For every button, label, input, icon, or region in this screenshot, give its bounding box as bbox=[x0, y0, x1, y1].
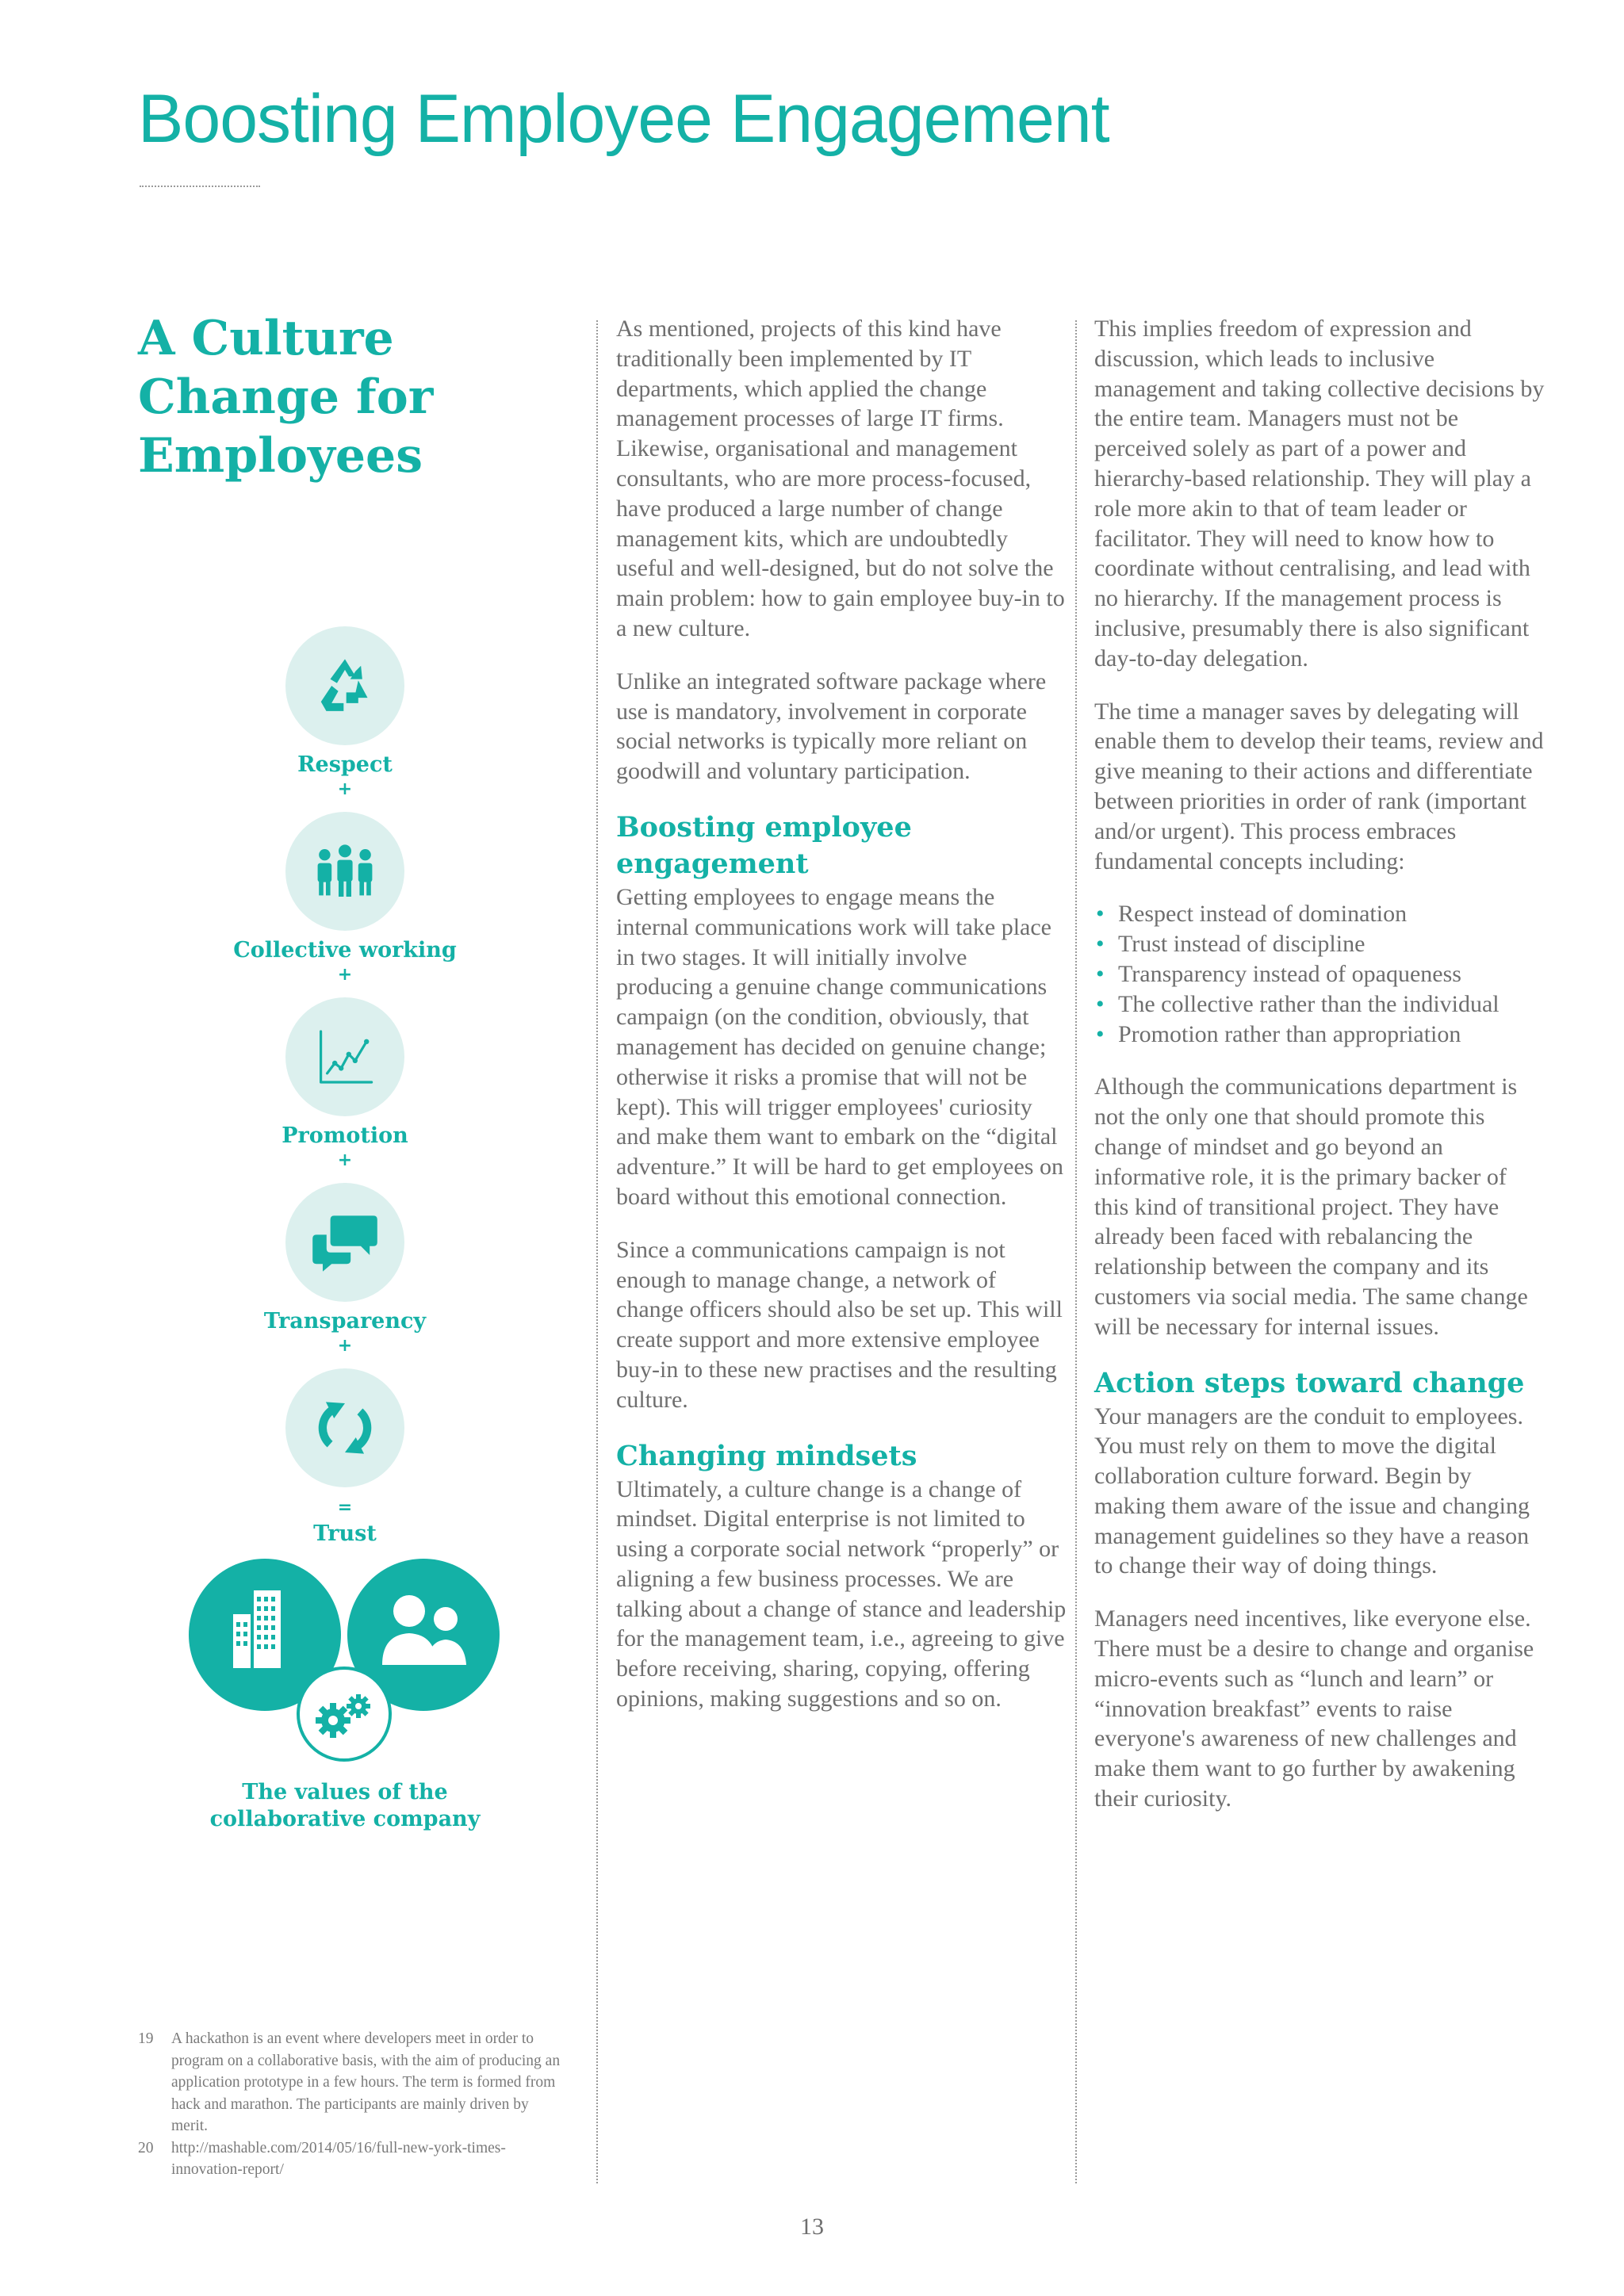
respect-circle bbox=[285, 626, 404, 745]
chat-bubbles-icon bbox=[309, 1211, 381, 1274]
refresh-arrows-icon bbox=[311, 1394, 379, 1462]
value-label-respect: Respect bbox=[297, 752, 393, 777]
footnote-number: 20 bbox=[138, 2139, 154, 2156]
footnotes bbox=[138, 2028, 566, 2181]
paragraph: The time a manager saves by delegating will enable them to develop their teams, review and give meaning to their actions and differentiate between priorities in order of rank (important and/or urgent). This process embraces fundamental concepts including: bbox=[1094, 698, 1544, 874]
page-number: 13 bbox=[800, 2214, 824, 2240]
paragraph: Managers need incentives, like everyone else. There must be a desire to change and organise micro-events such as “lunch and learn” or “innovation breakfast” events to raise everyone's awareness of new challenges and make them want to go further by awakening their curiosity. bbox=[1094, 1605, 1534, 1812]
trust-circle bbox=[285, 1368, 404, 1487]
values-caption: The values of the collaborative company bbox=[209, 1780, 481, 1831]
footnote-number: 19 bbox=[138, 2030, 154, 2047]
text-column-2 bbox=[1094, 314, 1546, 1837]
plus-operator: + bbox=[337, 965, 353, 985]
paragraph: This implies freedom of expression and discussion, which leads to inclusive management and taking collective decisions by the entire team. Managers must not be perceived solely as part of a power and hierarchy-based relationship. They will play a role more akin to that of team leader or facilitator. They will need to know how to coordinate without centralising, and lead with no hierarchy. If the management process is inclusive, presumably there is also significant day-to-day delegation. bbox=[1094, 316, 1545, 672]
paragraph: As mentioned, projects of this kind have traditionally been implemented by IT departments, which applied the change management processes of large IT firms. Likewise, organisational and management consultants, who are more process-focused, have produced a large number of change management kits, which are undoubtedly useful and well-designed, but do not solve the main problem: how to gain employee buy-in to a new culture. bbox=[616, 316, 1065, 641]
footnote-link[interactable]: http://mashable.com/2014/05/16/full-new-york-times-innovation-report/ bbox=[171, 2139, 506, 2178]
paragraph: Unlike an integrated software package where use is mandatory, involvement in corporate social networks is typically more reliant on goodwill and voluntary participation. bbox=[616, 668, 1047, 785]
title-divider bbox=[140, 186, 260, 187]
section-heading: A Culture Change for Employees bbox=[138, 311, 434, 484]
subheading: Boosting employee engagement bbox=[616, 810, 912, 880]
paragraph: Getting employees to engage means the internal communications work will take place in two stages. It will initially involve producing a genuine change communications campaign (on the condition, obviously, that management has decided on genuine change; otherwise it risks a promise that will not be kept). This will trigger employees' curiosity and make them want to embark on the “digital adventure.” It will be hard to get employees on board without this emotional connection. bbox=[616, 883, 1063, 1210]
list-item: • Transparency instead of opaqueness bbox=[1094, 959, 1546, 989]
list-item: • The collective rather than the individual bbox=[1094, 989, 1546, 1020]
collaborative-company-graphic bbox=[189, 1559, 503, 1762]
team-icon bbox=[307, 838, 383, 905]
value-label-trust: Trust bbox=[313, 1521, 377, 1546]
plus-operator: + bbox=[337, 779, 353, 799]
column-divider bbox=[596, 320, 598, 2183]
value-label-collective: Collective working bbox=[233, 938, 457, 962]
growth-chart-icon bbox=[313, 1025, 377, 1089]
paragraph: Since a communications campaign is not enough to manage change, a network of change officers should also be set up. This will create support and more extensive employee buy-in to these new practises and the resulting culture. bbox=[616, 1236, 1063, 1413]
list-item: • Promotion rather than appropriation bbox=[1094, 1020, 1546, 1050]
bullet-icon: • bbox=[1096, 990, 1105, 1017]
list-item: • Trust instead of discipline bbox=[1094, 929, 1546, 959]
plus-operator: + bbox=[337, 1336, 353, 1356]
column-divider bbox=[1075, 320, 1077, 2183]
value-label-transparency: Transparency bbox=[263, 1309, 427, 1334]
bullet-icon: • bbox=[1096, 931, 1105, 958]
plus-operator: + bbox=[337, 1150, 353, 1170]
footnote bbox=[138, 2137, 566, 2181]
collective-circle bbox=[285, 812, 404, 931]
transparency-circle bbox=[285, 1183, 404, 1302]
list-item: • Respect instead of domination bbox=[1094, 899, 1546, 929]
concept-list bbox=[1094, 899, 1546, 1049]
paragraph: Ultimately, a culture change is a change of mindset. Digital enterprise is not limited to using a corporate social network “properly” or aligning a few business processes. We are talking about a change of stance and leadership for the management team, i.e., agreeing to give before receiving, sharing, copying, offering opinions, making suggestions and so on. bbox=[616, 1475, 1067, 1712]
text-column-1 bbox=[616, 314, 1068, 1737]
subheading: Action steps toward change bbox=[1094, 1366, 1525, 1399]
promotion-circle bbox=[285, 997, 404, 1116]
recycle-icon bbox=[312, 652, 378, 719]
value-label-promotion: Promotion bbox=[282, 1123, 408, 1148]
footnote bbox=[138, 2028, 566, 2137]
bullet-icon: • bbox=[1096, 960, 1105, 987]
footnote-text: A hackathon is an event where developers meet in order to program on a collaborative basis, with the aim of producing an application prototype in a few hours. The term is formed from hack and marathon. The participants are mainly driven by merit. bbox=[171, 2030, 561, 2134]
paragraph: Your managers are the conduit to employees. You must rely on them to move the digital collaboration culture forward. Begin by making them aware of the issue and changing management guidelines so they have a reason to change their way of doing things. bbox=[1094, 1402, 1530, 1579]
bullet-icon: • bbox=[1096, 1020, 1105, 1047]
bullet-icon: • bbox=[1096, 901, 1105, 928]
paragraph: Although the communications department is not the only one that should promote this change of mindset and go beyond an informative role, it is the primary backer of this kind of transitional project. They have already been faced with rebalancing the relationship between the company and its customers via social media. The same change will be necessary for internal issues. bbox=[1094, 1073, 1528, 1340]
equals-operator: = bbox=[337, 1498, 353, 1517]
page-title: Boosting Employee Engagement bbox=[138, 81, 1109, 157]
subheading: Changing mindsets bbox=[616, 1439, 917, 1472]
